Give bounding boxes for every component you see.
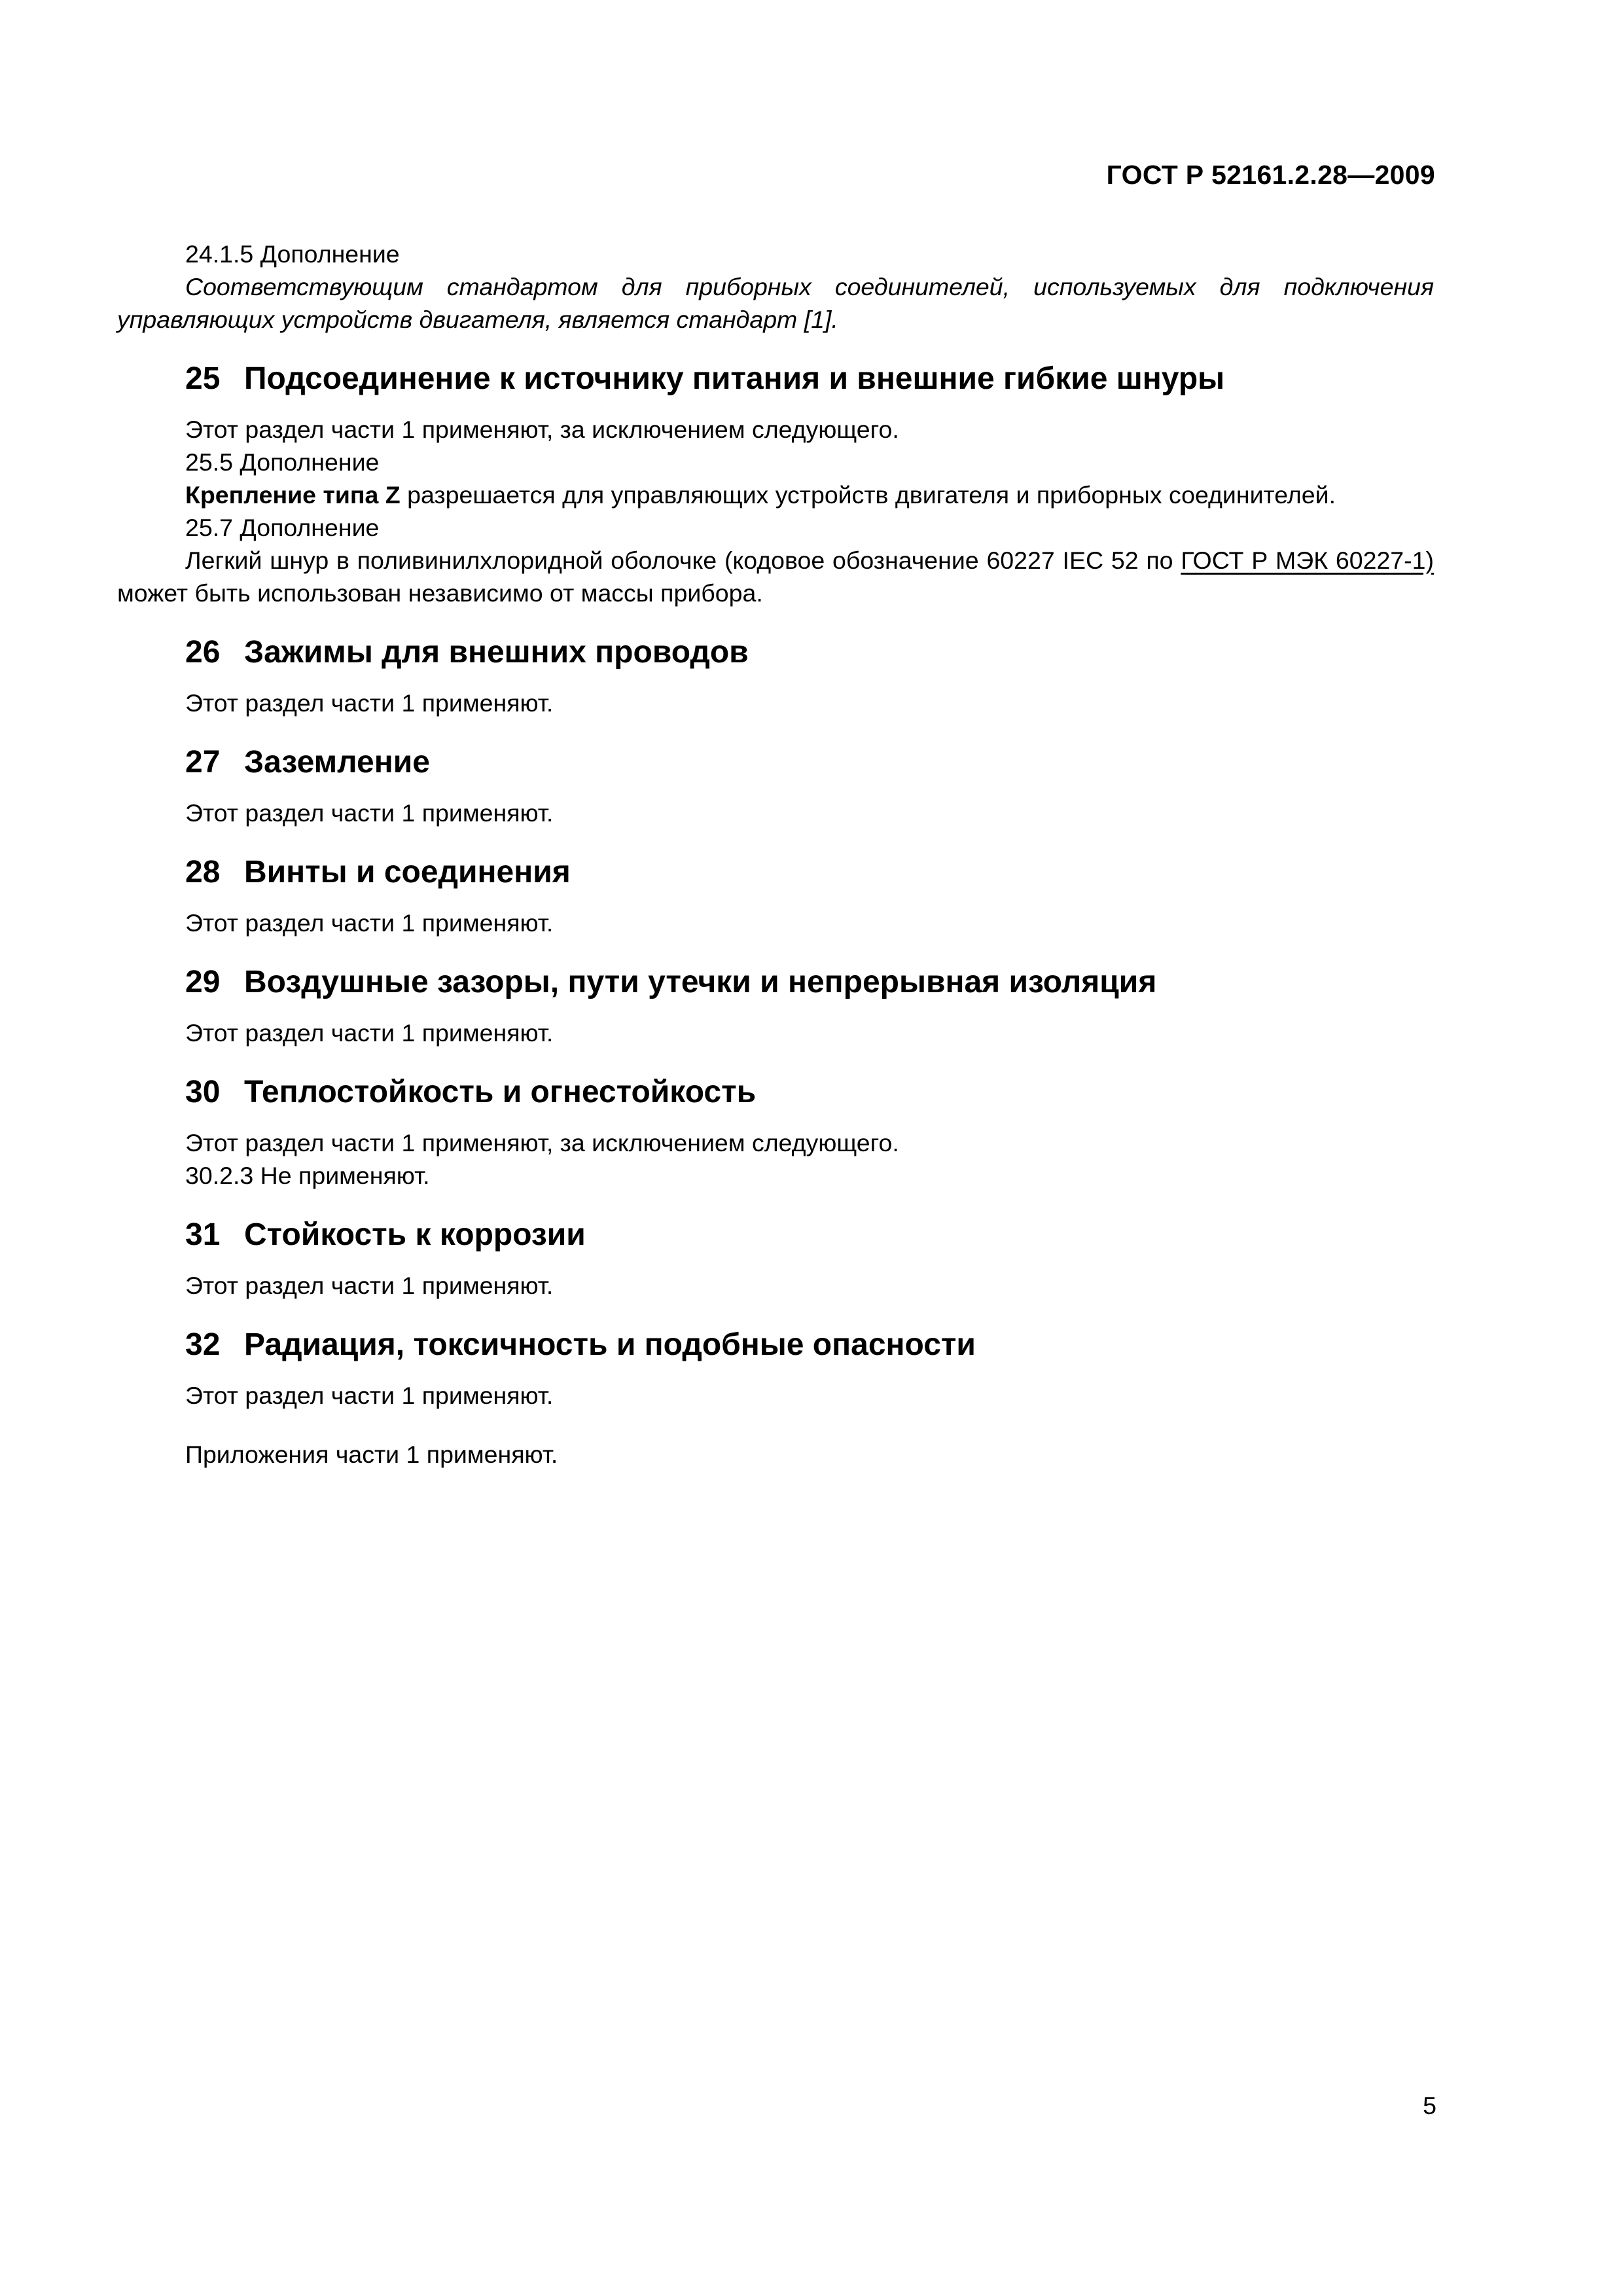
- section-25-intro: Этот раздел части 1 применяют, за исключением следующего.: [185, 416, 899, 443]
- section-number: 29: [185, 965, 221, 999]
- standard-reference-link[interactable]: ГОСТ Р МЭК 60227-1): [1181, 547, 1434, 574]
- section-28-text: Этот раздел части 1 применяют.: [185, 909, 554, 937]
- clause-text: Легкий шнур в поливинилхлоридной оболочке (кодовое обозначение 60227 IEC 52 по: [185, 547, 1181, 574]
- section-title: Зажимы для внешних проводов: [244, 635, 749, 670]
- clause-25-5-text: [117, 478, 1434, 511]
- section-number: 28: [185, 855, 221, 889]
- section-number: 31: [185, 1217, 221, 1252]
- section-30-heading: [117, 1073, 1434, 1112]
- section-31-heading: [117, 1215, 1434, 1255]
- section-title: Подсоединение к источнику питания и внешние гибкие шнуры: [244, 361, 1225, 396]
- clause-24-1-5-text: Соответствующим стандартом для приборных соединителей, используемых для подключения управляющих устройств двигателя, является стандарт [1].: [117, 273, 1434, 333]
- section-number: 30: [185, 1075, 221, 1109]
- section-title: Радиация, токсичность и подобные опасности: [244, 1327, 976, 1362]
- section-number: 32: [185, 1327, 221, 1362]
- page-number: 5: [1423, 2092, 1436, 2119]
- section-title: Теплостойкость и огнестойкость: [244, 1075, 757, 1109]
- clause-25-7-title: 25.7 Дополнение: [185, 514, 380, 541]
- section-32-text: Этот раздел части 1 применяют.: [185, 1382, 554, 1409]
- page-content: [117, 238, 1434, 1471]
- section-30-text: Этот раздел части 1 применяют, за исключением следующего.: [185, 1129, 899, 1157]
- annexes-note: Приложения части 1 применяют.: [185, 1441, 558, 1468]
- clause-24-1-5-title: 24.1.5 Дополнение: [185, 240, 400, 268]
- clause-25-5-title: 25.5 Дополнение: [185, 448, 380, 476]
- bold-term: Крепление типа Z: [185, 481, 401, 509]
- section-31-text: Этот раздел части 1 применяют.: [185, 1272, 554, 1299]
- section-27-heading: [117, 743, 1434, 782]
- section-title: Воздушные зазоры, пути утечки и непрерывная изоляция: [244, 965, 1157, 999]
- section-29-heading: [117, 963, 1434, 1002]
- section-29-text: Этот раздел части 1 применяют.: [185, 1019, 554, 1047]
- clause-30-2-3: 30.2.3 Не применяют.: [185, 1162, 430, 1189]
- section-number: 25: [185, 361, 221, 396]
- section-number: 27: [185, 745, 221, 780]
- clause-text: разрешается для управляющих устройств двигателя и приборных соединителей.: [400, 481, 1336, 509]
- section-25-heading: [117, 359, 1434, 399]
- section-26-heading: [117, 633, 1434, 672]
- section-28-heading: [117, 853, 1434, 892]
- section-number: 26: [185, 635, 221, 670]
- section-27-text: Этот раздел части 1 применяют.: [185, 799, 554, 827]
- document-number-header: ГОСТ Р 52161.2.28—2009: [1106, 160, 1435, 190]
- section-32-heading: [117, 1325, 1434, 1365]
- clause-25-7-text: [117, 544, 1434, 609]
- section-26-text: Этот раздел части 1 применяют.: [185, 689, 554, 717]
- section-title: Стойкость к коррозии: [244, 1217, 586, 1252]
- section-title: Винты и соединения: [244, 855, 571, 889]
- section-title: Заземление: [244, 745, 430, 780]
- clause-text: может быть использован независимо от массы прибора.: [117, 579, 763, 607]
